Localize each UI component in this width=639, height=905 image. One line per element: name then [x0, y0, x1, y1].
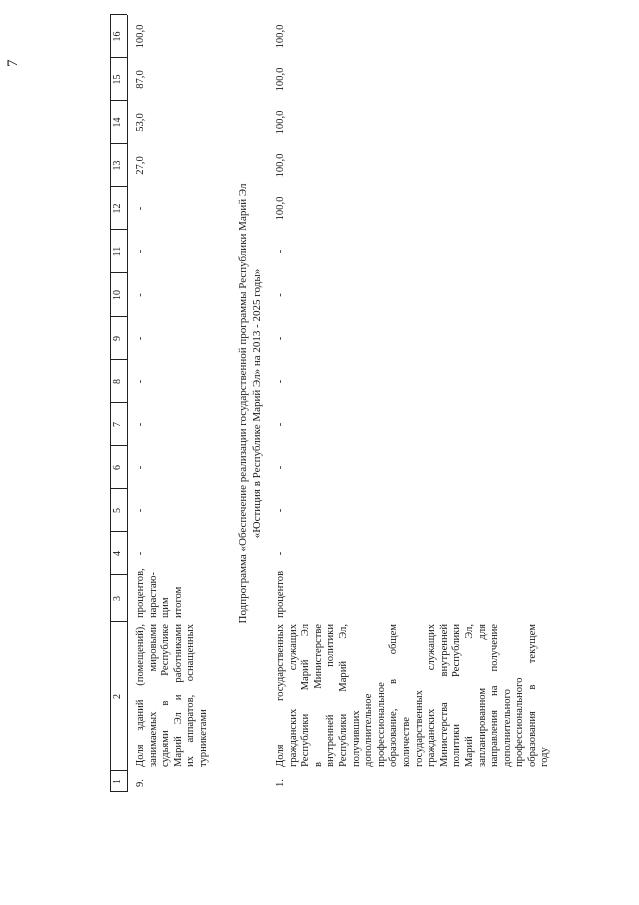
column-rule: [110, 57, 127, 58]
column-rule: [110, 316, 127, 317]
table-top-rule: [110, 15, 111, 792]
column-rule: [110, 402, 127, 403]
text-line: дополнительного: [501, 689, 513, 767]
column-rule: [110, 445, 127, 446]
value-cell: 100,0: [275, 110, 286, 135]
text-line: дополнительное: [363, 693, 375, 767]
text-line: Доля зданий (помещений),: [135, 624, 146, 767]
column-rule: [110, 100, 127, 101]
header-cell: 5: [112, 508, 123, 513]
text-line: гражданских служащих: [426, 624, 438, 767]
header-cell: 6: [112, 465, 123, 470]
column-rule: [110, 791, 127, 792]
row-unit: [135, 568, 185, 618]
value-cell: -: [275, 422, 286, 427]
value-cell: -: [135, 465, 146, 470]
text-line: образование, в общем: [388, 624, 400, 767]
value-cell: -: [135, 336, 146, 341]
row-unit: [275, 571, 288, 618]
text-line: их аппаратов, оснащенных: [185, 624, 197, 767]
text-line: образования в текущем: [526, 624, 538, 767]
text-line: турникетами: [197, 709, 209, 767]
text-line: Республики Марий Эл: [300, 624, 312, 767]
value-cell: -: [275, 508, 286, 513]
subprogram-title-line2: «Юстиция в Республике Марий Эл» на 2013 - 2025 годы»: [251, 268, 263, 539]
text-line: профессионального: [514, 677, 526, 767]
text-line: щим: [160, 597, 172, 618]
header-cell: 13: [112, 160, 123, 171]
text-line: профессиональное: [375, 682, 387, 767]
text-line: направления на получение: [489, 624, 501, 767]
column-rule: [110, 531, 127, 532]
text-line: гражданских служащих: [287, 624, 299, 767]
text-line: в Министерстве: [312, 624, 324, 767]
text-line: запланированном для: [476, 624, 488, 767]
column-rule: [110, 272, 127, 273]
text-line: получивших: [350, 710, 362, 767]
header-cell: 11: [112, 246, 123, 257]
text-line: Доля государственных: [275, 624, 286, 767]
value-cell: -: [135, 249, 146, 254]
value-cell: -: [135, 293, 146, 297]
text-line: году: [539, 747, 551, 767]
value-cell: 100,0: [275, 196, 286, 221]
header-cell: 9: [112, 336, 123, 341]
header-cell: 15: [112, 74, 123, 85]
value-cell: -: [135, 422, 146, 427]
header-cell: 4: [112, 551, 123, 556]
value-cell: 100,0: [275, 153, 286, 178]
header-bottom-rule: [127, 15, 128, 792]
column-rule: [110, 574, 127, 575]
page-number: 7: [5, 59, 21, 67]
value-cell: -: [275, 551, 286, 556]
column-rule: [110, 143, 127, 144]
row-description: [275, 624, 552, 767]
header-cell: 10: [112, 290, 123, 300]
text-line: судьями в Республике: [160, 624, 172, 767]
column-rule: [110, 14, 127, 15]
value-cell: -: [135, 206, 146, 211]
text-line: процентов,: [135, 568, 146, 618]
text-line: количестве: [400, 717, 412, 767]
header-cell: 7: [112, 422, 123, 427]
header-cell: 16: [112, 31, 123, 42]
header-cell: 8: [112, 379, 123, 384]
value-cell: -: [135, 379, 146, 384]
text-line: итогом: [172, 586, 184, 618]
subprogram-title-line1: Подпрограмма «Обеспечение реализации государственной программы Республики Марий Эл: [237, 183, 249, 624]
header-cell: 12: [112, 203, 123, 214]
header-cell: 3: [112, 596, 123, 601]
header-cell: 14: [112, 117, 123, 128]
text-line: занимаемых мировыми: [147, 624, 159, 767]
text-line: политики Республики: [451, 624, 463, 767]
text-line: нарастаю-: [147, 572, 159, 618]
column-rule: [110, 770, 127, 771]
row-description: [135, 624, 211, 767]
column-rule: [110, 229, 127, 230]
text-line: Министерства внутренней: [438, 624, 450, 767]
column-rule: [110, 186, 127, 187]
value-cell: 87,0: [135, 70, 146, 89]
value-cell: -: [275, 249, 286, 254]
value-cell: -: [275, 379, 286, 384]
header-cell: 1: [112, 779, 123, 784]
text-line: Марий Эл и работниками: [172, 624, 184, 767]
text-line: государственных: [413, 690, 425, 767]
value-cell: 100,0: [135, 24, 146, 49]
header-cell: 2: [112, 694, 123, 699]
column-rule: [110, 488, 127, 489]
value-cell: 27,0: [135, 156, 146, 175]
value-cell: 100,0: [275, 67, 286, 92]
value-cell: -: [275, 465, 286, 470]
column-rule: [110, 359, 127, 360]
text-line: Республики Марий Эл,: [337, 624, 349, 767]
text-line: внутренней политики: [325, 624, 337, 767]
text-line: Марий Эл,: [463, 624, 475, 767]
column-rule: [110, 621, 127, 622]
row-number: 1.: [275, 779, 286, 787]
value-cell: -: [275, 293, 286, 297]
text-line: процентов: [275, 570, 286, 618]
value-cell: 53,0: [135, 113, 146, 132]
value-cell: -: [275, 336, 286, 341]
value-cell: -: [135, 508, 146, 513]
value-cell: 100,0: [275, 24, 286, 49]
row-number: 9.: [135, 779, 146, 787]
value-cell: -: [135, 551, 146, 556]
